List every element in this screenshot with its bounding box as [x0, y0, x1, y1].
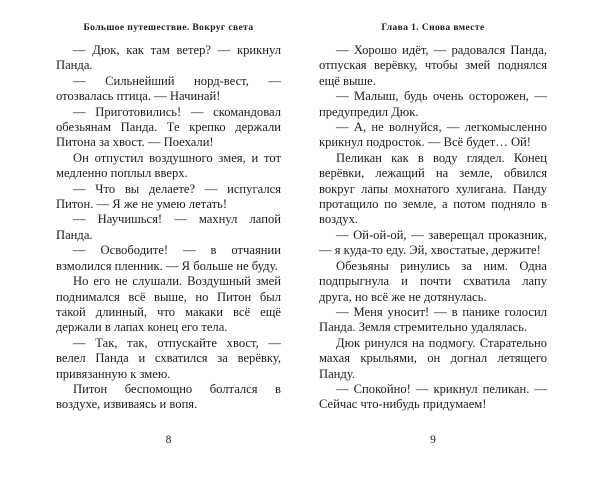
page-number-left: 8: [165, 434, 172, 446]
paragraph: — Малыш, будь очень осторожен, — предупредил Дюк.: [319, 89, 547, 119]
paragraph: — Что вы делаете? — испугался Питон. — Я же не умею летать!: [56, 181, 281, 212]
paragraph: — Сильнейший норд-вест, — отозвалась птица. — Начинай!: [56, 73, 281, 104]
paragraph: — Приготовились! — скомандовал обезьянам Панда. Те крепко держали Питона за хвост. — Поехали!: [56, 104, 281, 150]
page-right: [300, 0, 600, 484]
paragraph: Он отпустил воздушного змея, и тот медленно поплыл вверх.: [56, 150, 281, 181]
paragraph: Пеликан как в воду глядел. Конец верёвки, лежащий на земле, обвился вокруг лапы мохнатого хулигана. Панду протащило по земле, а потом подняло в воздух.: [319, 150, 547, 227]
paragraph: — Освободите! — в отчаянии взмолился пленник. — Я больше не буду.: [56, 243, 281, 273]
paragraph: — Спокойно! — крикнул пеликан. — Сейчас что-нибудь придумаем!: [319, 381, 547, 412]
paragraph: Обезьяны ринулись за ним. Одна подпрыгнула и почти схватила лапу друга, но всё же не дотянулась.: [319, 258, 547, 304]
paragraph: — Так, так, отпускайте хвост, — велел Панда и схватился за верёвку, привязанную к змею.: [56, 335, 281, 381]
running-header-right: Глава 1. Снова вместе: [381, 23, 485, 33]
paragraph: — Меня уносит! — в панике голосил Панда. Земля стремительно удалялась.: [319, 304, 547, 335]
paragraph: — А, не волнуйся, — легкомысленно крикнул подросток. — Всё будет… Ой!: [319, 120, 547, 150]
running-header-left: Большое путешествие. Вокруг света: [83, 23, 254, 33]
paragraph: — Ой-ой-ой, — заверещал проказник, — я куда-то еду. Эй, хвостатые, держите!: [319, 227, 547, 258]
paragraph: — Научишься! — махнул лапой Панда.: [56, 212, 281, 242]
paragraph: Но его не слушали. Воздушный змей поднимался всё выше, но Питон был такой длинный, что макаки всё ещё держали в лапах конец его тела.: [56, 274, 281, 335]
text-block-right: [319, 43, 547, 413]
paragraph: Питон беспомощно болтался в воздухе, извиваясь и вопя.: [56, 381, 281, 412]
text-block-left: [56, 43, 281, 413]
page-number-right: 9: [430, 434, 436, 446]
paragraph: — Дюк, как там ветер? — крикнул Панда.: [56, 43, 281, 73]
paragraph: — Хорошо идёт, — радовался Панда, отпуская верёвку, чтобы змей поднялся ещё выше.: [319, 43, 547, 88]
paragraph: Дюк ринулся на подмогу. Старательно махая крыльями, он догнал летящего Панду.: [319, 335, 547, 381]
